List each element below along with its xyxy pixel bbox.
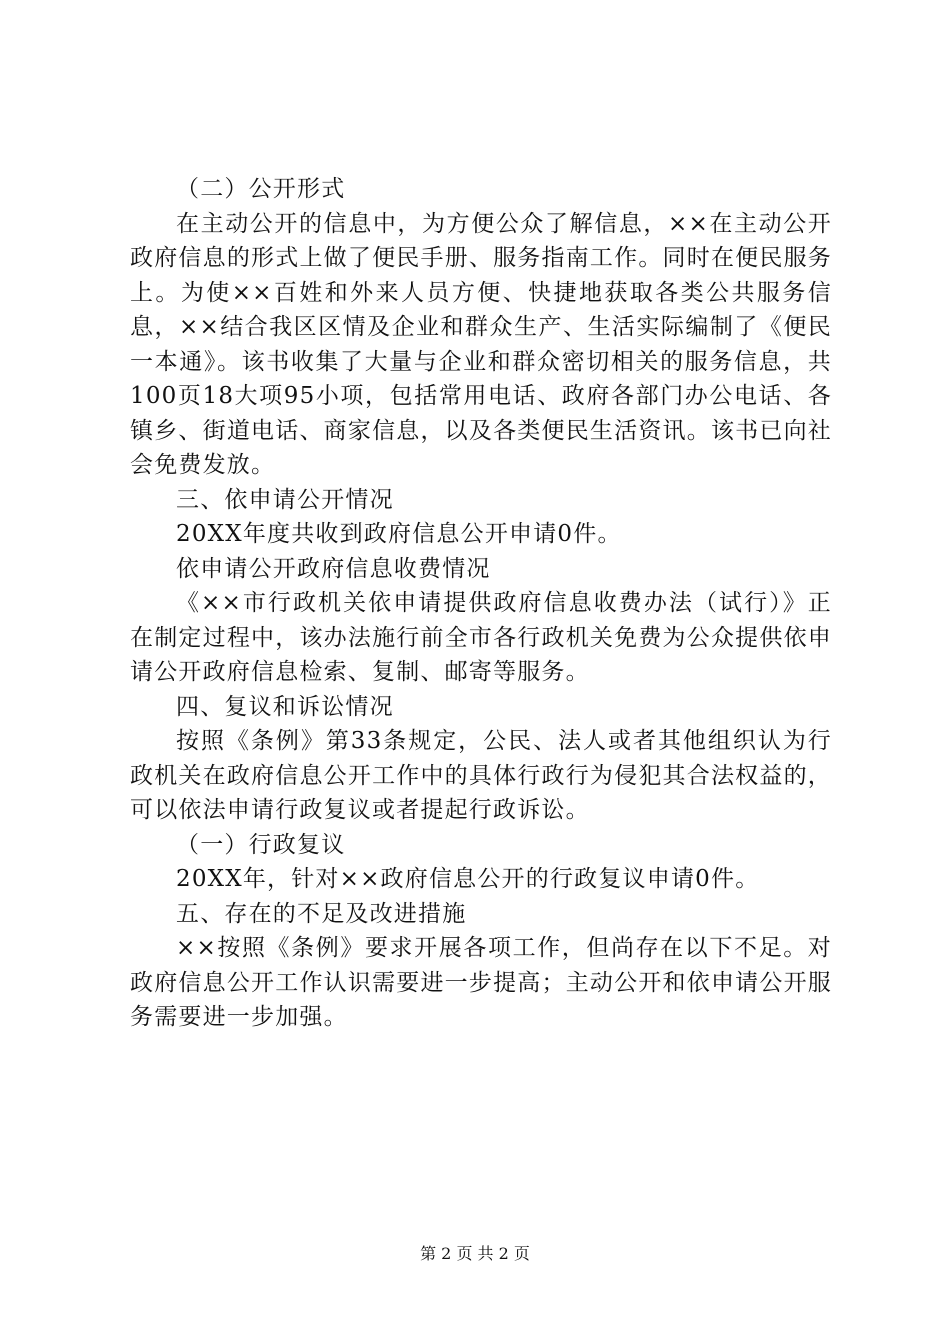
paragraph-admin-review: 20XX年，针对××政府信息公开的行政复议申请0件。 xyxy=(176,866,760,892)
paragraph-shortcomings: ××按照《条例》要求开展各项工作，但尚存在以下不足。对政府信息公开工作认识需要进一步提高；主动公开和依申请公开服务需要进一步加强。 xyxy=(130,935,832,1030)
paragraph-review-litigation: 按照《条例》第33条规定，公民、法人或者其他组织认为行政机关在政府信息公开工作中的具体行政行为侵犯其合法权益的，可以依法申请行政复议或者提起行政诉讼。 xyxy=(130,728,832,823)
section-heading-request-disclosure: 三、依申请公开情况 xyxy=(176,486,394,513)
section-heading-review-litigation: 四、复议和诉讼情况 xyxy=(176,693,394,720)
section-heading-public-form: （二）公开形式 xyxy=(176,176,346,202)
paragraph-request-count: 20XX年度共收到政府信息公开申请0件。 xyxy=(176,521,622,547)
document-body xyxy=(130,172,832,1035)
section-heading-fee: 依申请公开政府信息收费情况 xyxy=(176,555,491,582)
page-number-footer: 第 2 页 共 2 页 xyxy=(420,1244,530,1263)
section-heading-admin-review: （一）行政复议 xyxy=(176,831,346,858)
paragraph-fee: 《××市行政机关依申请提供政府信息收费办法（试行）》正在制定过程中，该办法施行前全市各行政机关免费为公众提供依申请公开政府信息检索、复制、邮寄等服务。 xyxy=(130,590,832,685)
section-heading-shortcomings: 五、存在的不足及改进措施 xyxy=(176,900,467,927)
paragraph-public-form: 在主动公开的信息中，为方便公众了解信息，××在主动公开政府信息的形式上做了便民手册、服务指南工作。同时在便民服务上。为使××百姓和外来人员方便、快捷地获取各类公共服务信息，××结合我区区情及企业和群众生产、生活实际编制了《便民一本通》。该书收集了大量与企业和群众密切相关的服务信息，共100页18大项95小项，包括常用电话、政府各部门办公电话、各镇乡、街道电话、商家信息，以及各类便民生活资讯。该书已向社会免费发放。 xyxy=(130,210,832,478)
